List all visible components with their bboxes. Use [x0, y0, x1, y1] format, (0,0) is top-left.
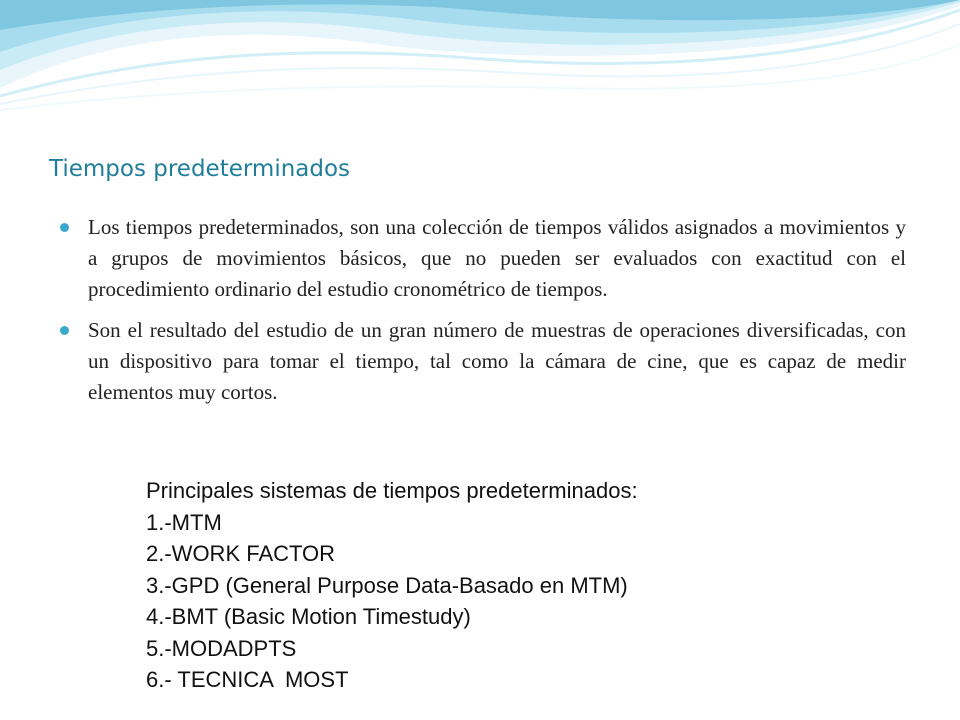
system-item: 3.-GPD (General Purpose Data-Basado en MTM): [146, 572, 628, 598]
systems-list: [146, 475, 638, 696]
header-wave-decoration: [0, 0, 960, 130]
slide-title: Tiempos predeterminados: [49, 156, 351, 182]
system-item: 4.-BMT (Basic Motion Timestudy): [146, 604, 471, 629]
systems-heading: Principales sistemas de tiempos predeterminados:: [146, 478, 638, 503]
system-item: 2.-WORK FACTOR: [146, 541, 336, 566]
bullet-item: [88, 212, 906, 305]
system-item: 6.- TECNICA MOST: [146, 667, 349, 692]
bullet-dot-icon: [60, 326, 69, 335]
bullet-text: Los tiempos predeterminados, son una colección de tiempos válidos asignados a movimientos y a grupos de movimientos básicos, que no pueden ser evaluados con exactitud con el procedimiento ordinario del estudio cronométrico de tiempos.: [88, 215, 906, 301]
bullet-text: Son el resultado del estudio de un gran número de muestras de operaciones diversificadas, con un dispositivo para tomar el tiempo, tal como la cámara de cine, que es capaz de medir elementos muy cortos.: [88, 318, 906, 404]
system-item: 5.-MODADPTS: [146, 635, 297, 661]
bullet-dot-icon: [60, 223, 69, 232]
bullet-item: [88, 315, 906, 408]
system-item: 1.-MTM: [146, 509, 222, 535]
bullet-list: [88, 212, 906, 418]
